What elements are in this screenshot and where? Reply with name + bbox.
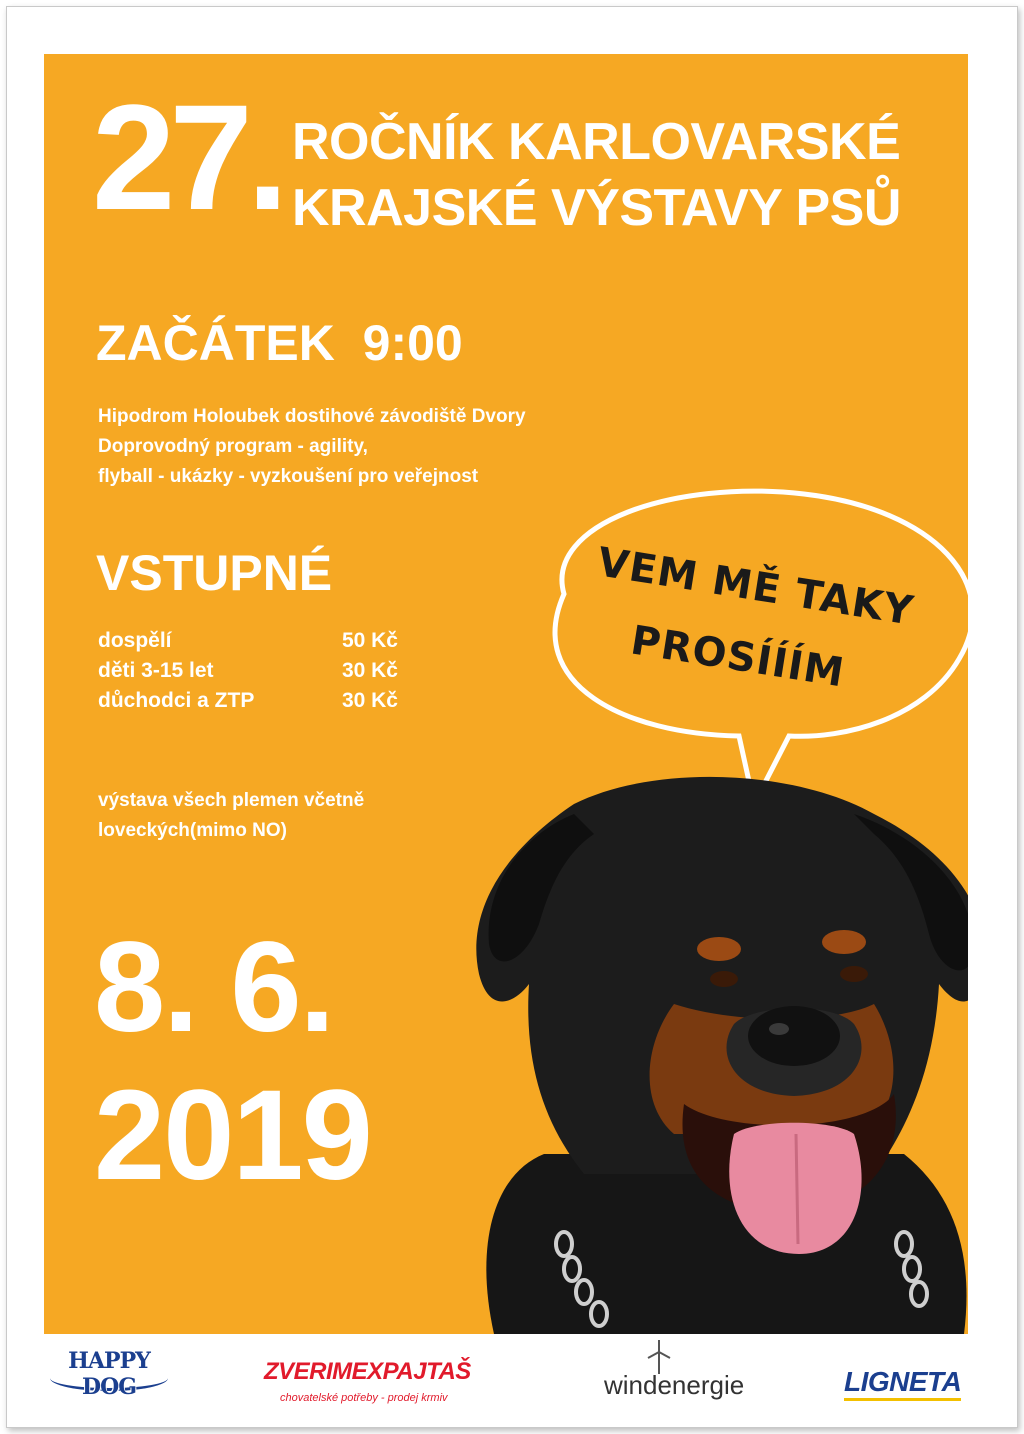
ligneta-logo: LIGNETA xyxy=(844,1366,961,1401)
wind-turbine-icon xyxy=(644,1340,674,1374)
price-value: 50 Kč xyxy=(341,629,398,652)
breed-note xyxy=(98,786,364,846)
rottweiler-image xyxy=(434,774,968,1334)
bubble-line-1: VEM MĚ TAKY xyxy=(594,539,917,635)
program-rest: - agility, xyxy=(292,436,368,457)
date-year: 2019 xyxy=(94,1064,371,1207)
venue-text: Hipodrom Holoubek dostihové závodiště Dvory xyxy=(98,406,526,427)
admission-title: VSTUPNÉ xyxy=(96,545,333,601)
price-value: 30 Kč xyxy=(341,659,398,682)
start-time: ZAČÁTEK 9:00 xyxy=(96,315,463,371)
price-label: dospělí xyxy=(98,629,172,652)
title-line-1: ROČNÍK KARLOVARSKÉ xyxy=(292,113,901,171)
sponsor-bar xyxy=(44,1336,968,1420)
price-label: děti 3-15 let xyxy=(98,659,214,682)
note-line-1: výstava všech plemen včetně xyxy=(98,790,365,811)
program-line xyxy=(98,432,526,462)
bubble-line-2: PROSÍÍÍM xyxy=(627,617,848,697)
zverimex-tagline: chovatelské potřeby - prodej krmiv xyxy=(280,1392,448,1404)
price-row xyxy=(98,626,398,656)
title-line-2: KRAJSKÉ VÝSTAVY PSŮ xyxy=(292,179,901,237)
note-line-2: loveckých(mimo NO) xyxy=(98,820,287,841)
date-day-month: 8. 6. xyxy=(94,916,334,1059)
poster xyxy=(44,54,968,1334)
program-line-2: flyball - ukázky - vyzkoušení pro veřejnost xyxy=(98,466,479,487)
price-list xyxy=(98,626,398,716)
zverimex-logo: ZVERIMEXPAJTAŠ xyxy=(264,1358,471,1385)
price-row xyxy=(98,656,398,686)
happy-dog-logo: HAPPY DOG xyxy=(50,1348,168,1391)
event-info xyxy=(98,402,526,492)
price-label: důchodci a ZTP xyxy=(98,689,255,712)
windenergie-logo: windenergie xyxy=(604,1370,745,1400)
price-row xyxy=(98,686,398,716)
program-label: Doprovodný program xyxy=(98,436,293,457)
edition-number: 27. xyxy=(92,73,283,241)
price-value: 30 Kč xyxy=(341,689,398,712)
